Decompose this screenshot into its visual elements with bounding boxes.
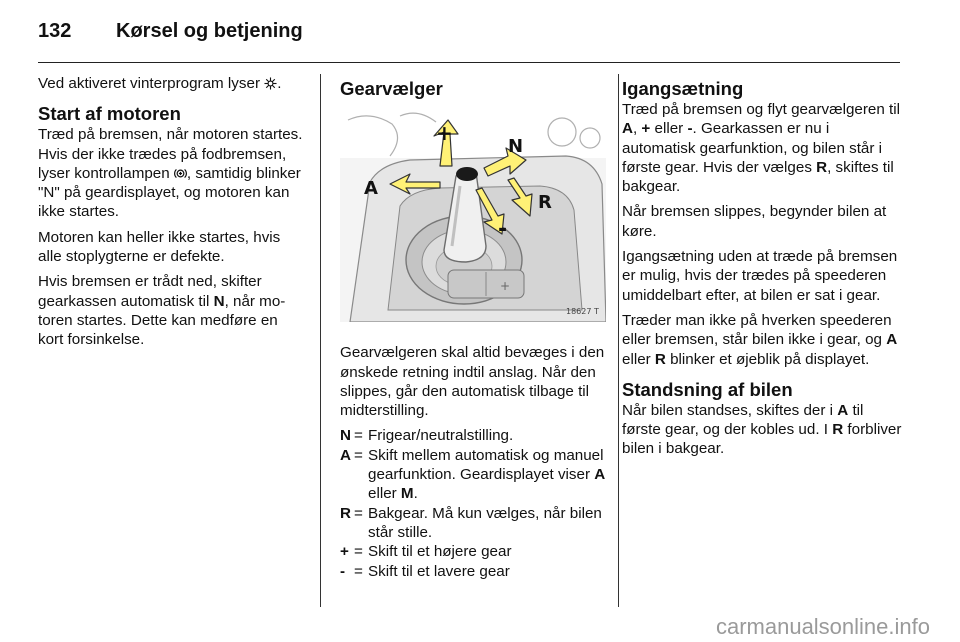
gear-selector-illustration	[340, 110, 606, 322]
paragraph: Træder man ikke på hverken speederen eller bremsen, står bilen ikke i gear, og A eller R blinker et øjeblik på displayet.	[622, 311, 898, 368]
legend-row: - = Skift til et lavere gear	[340, 562, 510, 580]
page-header	[38, 18, 900, 58]
column-left	[38, 74, 303, 356]
legend-row: R = Bakgear. Må kun vælges, når bilen står stille.	[340, 504, 602, 541]
legend-row: A = Skift mellem automatisk og manuel gearfunktion. Geardisplayet viser A eller M.	[340, 446, 606, 503]
figure-label-r: R	[538, 192, 552, 213]
figure-label-n: N	[508, 136, 524, 157]
svg-text:+: +	[500, 279, 511, 293]
section-heading-stopping: Standsning af bilen	[622, 378, 793, 400]
figure-label-plus: +	[436, 121, 453, 145]
legend-row: N = Frigear/neutralstilling.	[340, 427, 514, 445]
paragraph: Hvis bremsen er trådt ned, skifter gearkassen automatisk til N, når motoren startes. Dette kan medføre en kort forsinkelse.	[38, 273, 286, 349]
watermark: carmanualsonline.info	[715, 614, 930, 639]
paragraph: Når bilen standses, skiftes der i A til første gear, og der kobles ud. I R forbliver bilen i bakgear.	[622, 401, 902, 458]
paragraph: Motoren kan heller ikke startes, hvis alle stoplygterne er defekte.	[38, 228, 281, 266]
gear-legend	[340, 426, 606, 580]
section-heading-starting-off: Igangsætning	[622, 78, 744, 99]
figure-label-a: A	[364, 178, 378, 199]
section-heading-engine-start: Start af motoren	[38, 103, 181, 125]
brake-warning-icon	[174, 167, 187, 180]
legend-row: + = Skift til et højere gear	[340, 543, 512, 561]
snowflake-icon	[264, 77, 277, 90]
column-divider-2	[618, 74, 619, 607]
winter-program-note: Ved aktiveret vinterprogram lyser .	[38, 75, 282, 92]
column-middle	[340, 74, 606, 581]
paragraph: Når bremsen slippes, begynder bilen at køre.	[622, 203, 887, 240]
header-rule	[38, 62, 900, 63]
figure-label-minus: -	[498, 217, 508, 242]
paragraph: Træd på bremsen, når motoren startes. Hvis der ikke trædes på fodbremsen, lyser kontrollampen , samtidig blinker "N" på geardisplayet, og motoren kan ikke startes.	[38, 126, 303, 221]
column-divider-1	[320, 74, 321, 607]
paragraph: Igangsætning uden at træde på bremsen er mulig, hvis der trædes på speederen umiddelbart efter, at bilen er sat i gear.	[622, 248, 898, 304]
page-title: Kørsel og betjening	[116, 20, 303, 42]
column-right	[622, 74, 904, 465]
page-number: 132	[38, 20, 72, 42]
section-heading-gear-selector: Gearvælger	[340, 78, 443, 99]
paragraph: Gearvælgeren skal altid bevæges i den ønskede retning indtil anslag. Når den slippes, går den automatisk tilbage til midterstilling.	[340, 344, 605, 420]
figure-code: 18627 T	[566, 307, 599, 316]
paragraph: Træd på bremsen og flyt gearvælgeren til A, + eller -. Gearkassen er nu i automatisk gearfunktion, og bilen står i første gear. Hvis der vælges R, skiftes til bakgear.	[622, 101, 901, 196]
